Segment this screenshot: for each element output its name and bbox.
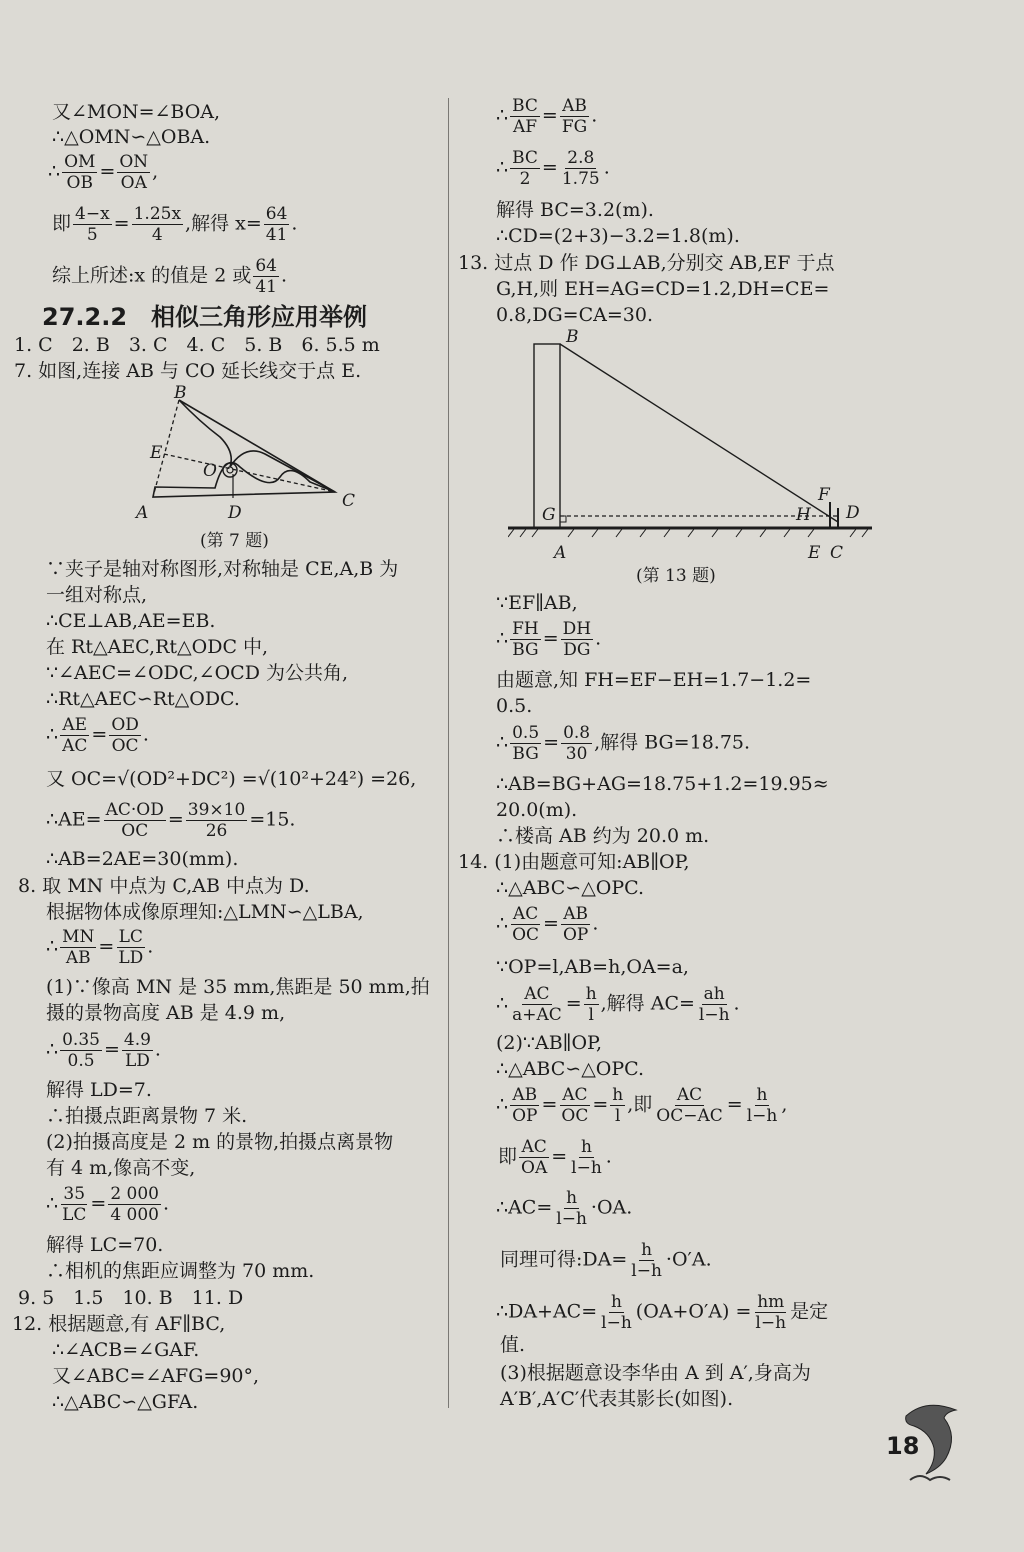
label-D: D	[846, 503, 860, 523]
text-line: 有 4 m,像高不变,	[46, 1157, 196, 1179]
equation-line: 即 $\frac{4-x}{5}$ = $\frac{1.25x}{4}$ ,解得 x= $\frac{64}{41}$ .	[52, 204, 298, 245]
text-line: G,H,则 EH=AG=CD=1.2,DH=CE=	[496, 278, 830, 300]
label-B: B	[566, 327, 579, 347]
equation-line: ∴ $\frac{BC}{AF}$ = $\frac{AB}{FG}$ .	[496, 96, 598, 137]
label-O: O	[203, 461, 217, 481]
text-line: ∴楼高 AB 约为 20.0 m.	[496, 825, 710, 847]
equation-line: ∴ $\frac{MN}{AB}$ = $\frac{LC}{LD}$ .	[46, 927, 154, 968]
text-line: 一组对称点,	[46, 584, 148, 606]
text-line: ∴△ABC∽△GFA.	[52, 1391, 199, 1413]
label-F: F	[818, 485, 830, 505]
text-line: 又∠MON=∠BOA,	[52, 101, 221, 123]
equation-line: 同理可得:DA= $\frac{h}{l-h}$ ·O′A.	[500, 1240, 712, 1281]
text-line: ∴AB=BG+AG=18.75+1.2=19.95≈	[496, 773, 829, 795]
label-H: H	[796, 505, 811, 525]
label-D: D	[228, 503, 242, 522]
equation-line: ∴AC= $\frac{h}{l-h}$ ·OA.	[496, 1188, 633, 1229]
text-line: A′B′,A′C′代表其影长(如图).	[500, 1388, 734, 1410]
text-line: 解得 LD=7.	[46, 1079, 152, 1101]
column-divider	[448, 98, 449, 1408]
equation-line: ∴ $\frac{BC}{2}$ = $\frac{2.8}{1.75}$ .	[496, 148, 610, 189]
answer-line: 7. 如图,连接 AB 与 CO 延长线交于点 E.	[14, 360, 362, 382]
text-line: ∴AB=2AE=30(mm).	[46, 848, 239, 870]
text-line: ∴拍摄点距离景物 7 米.	[46, 1105, 248, 1127]
text-line: (2)拍摄高度是 2 m 的景物,拍摄点离景物	[46, 1131, 394, 1153]
equation-line: ∴DA+AC= $\frac{h}{l-h}$ (OA+O′A) = $\frac{hm}{l-h}$ 是定	[496, 1292, 829, 1333]
label-C: C	[342, 491, 356, 511]
text-line: 摄的景物高度 AB 是 4.9 m,	[46, 1002, 286, 1024]
text-line: 又∠ABC=∠AFG=90°,	[52, 1365, 260, 1387]
text-line: ∵EF∥AB,	[496, 592, 578, 614]
text-line: 又 OC=√(OD²+DC²) =√(10²+24²) =26,	[46, 768, 417, 790]
label-A: A	[554, 543, 567, 563]
text-line: ∴CE⊥AB,AE=EB.	[46, 610, 216, 632]
text-line: ∴相机的焦距应调整为 70 mm.	[46, 1260, 315, 1282]
label-E: E	[150, 443, 163, 463]
figure-7	[130, 382, 370, 522]
equation-line: ∴ $\frac{FH}{BG}$ = $\frac{DH}{DG}$ .	[496, 619, 602, 660]
figure-caption: (第 13 题)	[636, 566, 716, 586]
label-C: C	[830, 543, 844, 563]
text-line: ∴△OMN∽△OBA.	[52, 126, 211, 148]
text-line: (3)根据题意设李华由 A 到 A′,身高为	[500, 1362, 811, 1384]
text-line: ∴△ABC∽△OPC.	[496, 877, 645, 899]
section-title: 27.2.2 相似三角形应用举例	[42, 303, 368, 331]
text-line: ∵∠AEC=∠ODC,∠OCD 为公共角,	[46, 662, 349, 684]
text-line: (2)∵AB∥OP,	[496, 1032, 603, 1054]
label-A: A	[136, 503, 149, 522]
answer-line: 14. (1)由题意可知:AB∥OP,	[458, 851, 690, 873]
label-E: E	[808, 543, 821, 563]
text-line: (1)∵像高 MN 是 35 mm,焦距是 50 mm,拍	[46, 976, 430, 998]
equation-line: 即 $\frac{AC}{OA}$ = $\frac{h}{l-h}$ .	[498, 1137, 612, 1178]
text-line: 由题意,知 FH=EF−EH=1.7−1.2=	[496, 669, 812, 691]
figure-13	[508, 326, 872, 566]
answer-line: 13. 过点 D 作 DG⊥AB,分别交 AB,EF 于点	[458, 252, 835, 274]
equation-line: ∴ $\frac{AE}{AC}$ = $\frac{OD}{OC}$ .	[46, 715, 149, 756]
text-line: 0.5.	[496, 695, 533, 717]
text-line: 20.0(m).	[496, 799, 578, 821]
equation-line: 综上所述:x 的值是 2 或 $\frac{64}{41}$ .	[52, 256, 288, 297]
text-line: ∵OP=l,AB=h,OA=a,	[496, 956, 689, 978]
text-line: 解得 BC=3.2(m).	[496, 199, 654, 221]
equation-line: ∴ $\frac{AC}{a+AC}$ = $\frac{h}{l}$ ,解得 AC= $\frac{ah}{l-h}$ .	[496, 984, 740, 1025]
answer-line: 12. 根据题意,有 AF∥BC,	[12, 1313, 226, 1335]
figure-caption: (第 7 题)	[200, 531, 269, 551]
text-line: ∴△ABC∽△OPC.	[496, 1058, 645, 1080]
text-line: 0.8,DG=CA=30.	[496, 304, 653, 326]
answer-line: 1. C 2. B 3. C 4. C 5. B 6. 5.5 m	[14, 334, 380, 356]
equation-line: ∴ $\frac{0.5}{BG}$ = $\frac{0.8}{30}$ ,解得 BG=18.75.	[496, 723, 751, 764]
equation-line: ∴AE= $\frac{AC\cdot OD}{OC}$ = $\frac{39\times 10}{26}$ =15.	[46, 800, 296, 841]
answer-line: 9. 5 1.5 10. B 11. D	[18, 1287, 244, 1309]
text-line: 解得 LC=70.	[46, 1234, 164, 1256]
equation-line: ∴ $\frac{0.35}{0.5}$ = $\frac{4.9}{LD}$ .	[46, 1030, 161, 1071]
equation-line: ∴ $\frac{AB}{OP}$ = $\frac{AC}{OC}$ = $\frac{h}{l}$ ,即 $\frac{AC}{OC-AC}$ = $\frac{h}{l-h}$ ,	[496, 1085, 788, 1126]
text-line: 根据物体成像原理知:△LMN∽△LBA,	[46, 901, 364, 923]
label-G: G	[542, 505, 556, 525]
text-line: ∵夹子是轴对称图形,对称轴是 CE,A,B 为	[46, 558, 399, 580]
equation-line: ∴ $\frac{35}{LC}$ = $\frac{2 000}{4 000}$ .	[46, 1184, 170, 1225]
equation-line: ∴ $\frac{AC}{OC}$ = $\frac{AB}{OP}$ .	[496, 904, 599, 945]
text-line: 值.	[500, 1334, 526, 1356]
answer-line: 8. 取 MN 中点为 C,AB 中点为 D.	[18, 875, 310, 897]
label-B: B	[174, 383, 187, 403]
equation-line: ∴ $\frac{OM}{OB}$ = $\frac{ON}{OA}$ ,	[48, 152, 159, 193]
text-line: ∴Rt△AEC∽Rt△ODC.	[46, 688, 240, 710]
page-number: 18	[886, 1432, 920, 1460]
text-line: ∴∠ACB=∠GAF.	[52, 1339, 200, 1361]
text-line: ∴CD=(2+3)−3.2=1.8(m).	[496, 225, 740, 247]
text-line: 在 Rt△AEC,Rt△ODC 中,	[46, 636, 269, 658]
